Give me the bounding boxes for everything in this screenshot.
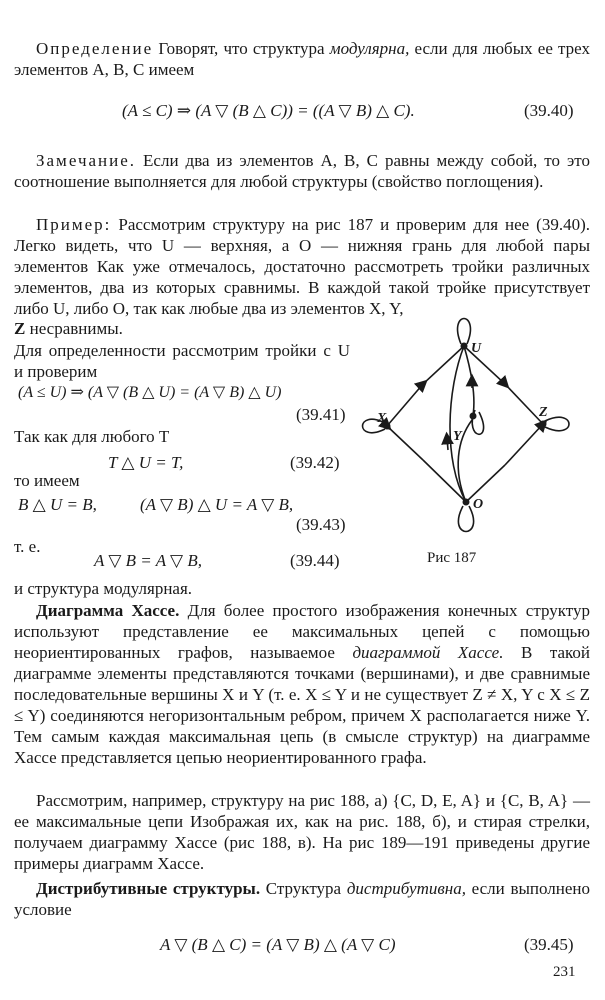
term-remark: Замечание. bbox=[36, 151, 137, 170]
edge-o-z-lower bbox=[466, 465, 505, 502]
figure-187-diagram bbox=[355, 310, 585, 542]
figure-caption: Рис 187 bbox=[427, 550, 477, 566]
node-y bbox=[470, 413, 477, 420]
equation-39-45: A ▽ (B △ C) = (A ▽ B) △ (A ▽ C) bbox=[160, 935, 396, 954]
equation-39-40: (A ≤ C) ⇒ (A ▽ (B △ C)) = ((A ▽ B) △ C). bbox=[122, 101, 415, 120]
term-example: Пример: bbox=[36, 215, 112, 234]
label-z: Z bbox=[539, 405, 548, 420]
paragraph-example-continued: Z несравнимы. bbox=[14, 319, 123, 338]
edge-u-z-lower bbox=[505, 384, 543, 424]
paragraph-definition-modular: Определение Говорят, что структура модулярна, если для любых ее трех элементов A, B, C имеем bbox=[14, 39, 590, 79]
page-number: 231 bbox=[553, 964, 576, 980]
equation-39-41: (A ≤ U) ⇒ (A ▽ (B △ U) = (A ▽ B) △ U) bbox=[18, 384, 282, 401]
equation-39-43-a: B △ U = B, bbox=[18, 495, 97, 514]
equation-number-39-40: (39.40) bbox=[524, 101, 574, 120]
term-hasse: Диаграмма Хассе. bbox=[36, 601, 180, 620]
paragraph-hasse-diagram: Диаграмма Хассе. Для более простого изображения конечных структур используют представление ее максимальных цепей с помощью неориентированных графов, называемое диаграммой Хассе. В такой диаграмме элементы представляются точками (вершинами), и две сравнимые последовательные вершины X и Y (т. е. X ≤ Y и не существует Z ≠ X, Y с X ≤ Z ≤ Y) соединяются негоризонтальным ребром, причем X располагается ниже Y. Тем самым каждая максимальная цепь (в смысле структур) на диаграмме Хассе представляется цепью неориентированного графа. bbox=[14, 601, 591, 767]
equation-number-39-43: (39.43) bbox=[296, 515, 346, 534]
label-x: X bbox=[377, 411, 387, 426]
equation-39-42: T △ U = T, bbox=[108, 453, 184, 472]
equation-number-39-45: (39.45) bbox=[524, 935, 574, 954]
loop-z bbox=[545, 417, 569, 430]
edge-o-z-upper bbox=[505, 424, 543, 465]
label-o: O bbox=[473, 497, 484, 512]
paragraph-distributive: Дистрибутивные структуры. Структура дистрибутивна, если выполнено условие bbox=[14, 879, 590, 919]
node-z bbox=[540, 421, 547, 428]
equation-number-39-44: (39.44) bbox=[290, 551, 340, 570]
edge-x-u-lower bbox=[387, 384, 423, 426]
paragraph-remark: Замечание. Если два из элементов A, B, C равны между собой, то это соотношение выполняется для любой структуры (свойство поглощения). bbox=[14, 151, 590, 191]
label-u: U bbox=[471, 341, 482, 356]
edge-o-u-left bbox=[450, 346, 466, 502]
paragraph-since-for-any: Так как для любого T bbox=[14, 427, 170, 446]
equation-number-39-42: (39.42) bbox=[290, 453, 340, 472]
paragraph-that-is: т. е. bbox=[14, 537, 41, 556]
term-distributive: Дистрибутивные структуры. bbox=[36, 879, 261, 898]
loop-u bbox=[458, 319, 471, 345]
paragraph-example: Пример: Рассмотрим структуру на рис 187 и проверим для нее (39.40). Легко видеть, что U — верхняя, а O — нижняя грань для любой пары элементов Как уже отмечалось, достаточно рассмотреть тройки различных элементов, два из которых сравнимы. В каждой такой тройке присутствует либо U, либо O, так как любые два из элементов X, Y, bbox=[14, 215, 591, 318]
arrow-o-u bbox=[447, 438, 448, 450]
paragraph-then-we-have: то имеем bbox=[14, 471, 80, 490]
equation-number-39-41: (39.41) bbox=[296, 405, 346, 424]
node-o bbox=[463, 499, 470, 506]
label-y: Y bbox=[453, 429, 462, 444]
term-definition: Определение bbox=[36, 39, 154, 58]
node-u bbox=[461, 343, 468, 350]
paragraph-example-188: Рассмотрим, например, структуру на рис 188, а) {C, D, E, A} и {C, B, A} — ее максимальные цепи Изображая их, как на рис. 188, б), и стирая стрелки, получаем диаграмму Хассе (рис 188, в). На рис 189—191 приведены другие примеры диаграмм Хассе. bbox=[14, 791, 590, 873]
paragraph-for-definiteness: Для определенности рассмотрим тройки с U и проверим bbox=[14, 341, 350, 381]
equation-39-44: A ▽ B = A ▽ B, bbox=[94, 551, 202, 570]
equation-39-43-b: (A ▽ B) △ U = A ▽ B, bbox=[140, 495, 294, 514]
paragraph-structure-modular: и структура модулярная. bbox=[14, 579, 193, 598]
edge-o-x-upper bbox=[387, 426, 423, 460]
loop-o bbox=[458, 506, 473, 532]
